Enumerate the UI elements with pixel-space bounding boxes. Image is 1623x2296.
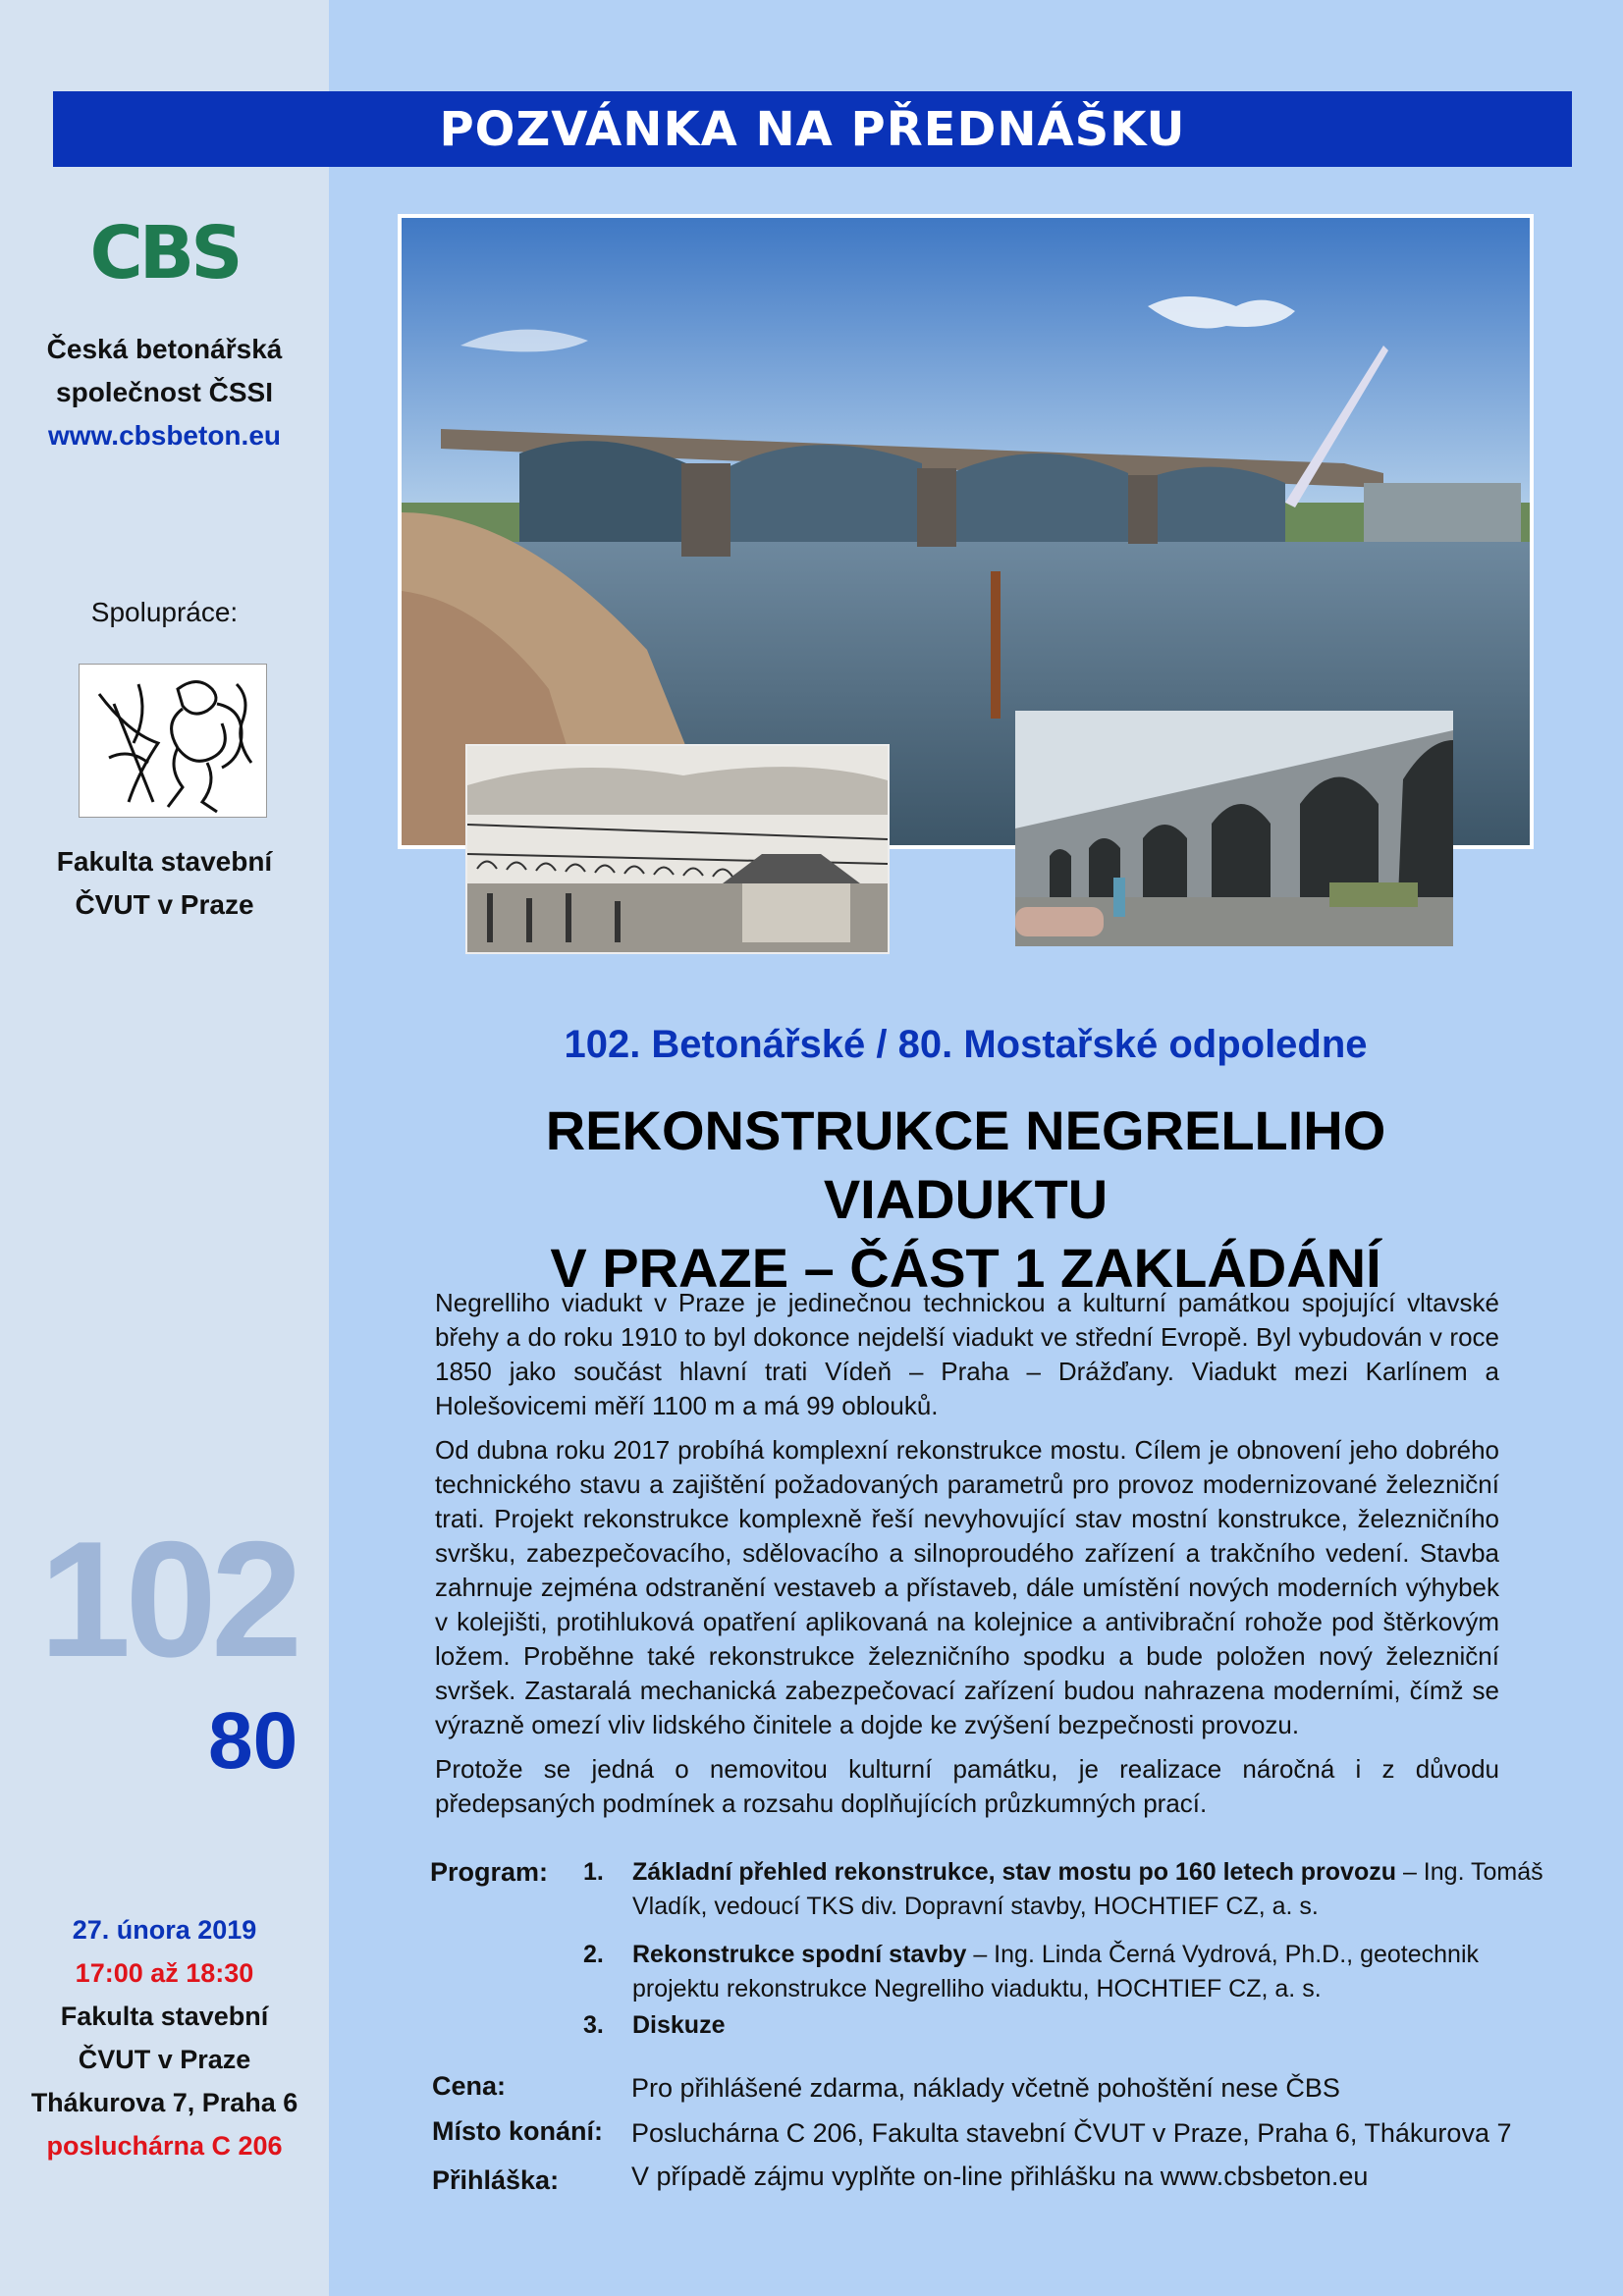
program-item-title: Rekonstrukce spodní stavby <box>632 1941 967 1968</box>
lion-emblem-icon <box>80 665 266 817</box>
viaduct-rendering <box>1015 711 1453 946</box>
venue-room: posluchárna C 206 <box>46 2131 283 2161</box>
signup-label: Přihláška: <box>432 2165 560 2195</box>
event-subtitle: 102. Betonářské / 80. Mostařské odpoledne <box>564 1023 1368 1066</box>
event-date-block <box>0 1908 329 2167</box>
organization-info <box>0 328 329 457</box>
engraving-drawing <box>467 746 888 952</box>
description <box>435 1286 1499 1831</box>
place-label: Místo konání: <box>432 2116 603 2146</box>
partner-line2: ČVUT v Praze <box>75 889 254 920</box>
page-title: POZVÁNKA NA PŘEDNÁŠKU <box>439 101 1186 157</box>
program-item-title: Základní přehled rekonstrukce, stav mostu po 160 letech provozu <box>632 1858 1397 1886</box>
program-item-number: 1. <box>583 1858 604 1886</box>
program-item-title: Diskuze <box>632 2011 726 2039</box>
org-name-line1: Česká betonářská <box>46 334 283 364</box>
event-number-102: 102 <box>39 1507 298 1691</box>
program-item-speaker: – Ing. Linda Černá Vydrová, Ph.D., geotechnik projektu rekonstrukce Negrelliho viaduktu, HOCHTIEF CZ, a. s. <box>632 1941 1479 2002</box>
org-name-line2: společnost ČSSI <box>56 377 273 407</box>
program-item <box>583 2008 1555 2043</box>
rendering-drawing <box>1015 711 1453 946</box>
lecture-title-line1: REKONSTRUKCE NEGRELLIHO VIADUKTU <box>545 1099 1386 1230</box>
cbs-logo <box>0 211 329 295</box>
cvut-lion-logo <box>79 664 267 818</box>
program-item <box>583 1855 1555 1924</box>
program-item-speaker: – Ing. Tomáš Vladík, vedoucí TKS div. Dopravní stavby, HOCHTIEF CZ, a. s. <box>632 1858 1543 1920</box>
event-number-80: 80 <box>208 1696 298 1786</box>
org-website-link[interactable]: www.cbsbeton.eu <box>48 420 281 451</box>
description-paragraph: Od dubna roku 2017 probíhá komplexní rekonstrukce mostu. Cílem je obnovení jeho dobrého technického stavu a zajištění požadovaných parametrů pro provoz modernizované železniční trati. Projekt rekonstrukce komplexně řeší nevyhovující stav mostní konstrukce, železničního svršku, zabezpečovacího, sdělovacího a silnoproudého zařízení a trakčního vedení. Stavba zahrnuje zejména odstranění vestaveb a přístaveb, dále umístění nových moderních výhybek v kolejišti, protihluková opatření aplikovaná na kolejnice a antivibrační rohože pod štěrkovým ložem. Proběhne také rekonstrukce železničního spodku a bude položen nový železniční svršek. Zastaralá mechanická zabezpečovací zařízení budou nahrazena moderními, čímž se výrazně omezí vliv lidského činitele a dojde ke zvýšení bezpečnosti provozu. <box>435 1435 1499 1739</box>
event-time: 17:00 až 18:30 <box>75 1958 254 1988</box>
program-item-text <box>632 1855 1555 1924</box>
venue-line3: Thákurova 7, Praha 6 <box>30 2088 298 2117</box>
description-paragraph: Negrelliho viadukt v Praze je jedinečnou technickou a kulturní památkou spojující vltavské břehy a do roku 1910 to byl dokonce nejdelší viadukt ve střední Evropě. Byl vybudován v roce 1850 jako součást hlavní trati Vídeň – Praha – Drážďany. Viadukt mezi Karlínem a Holešovicemi měří 1100 m a má 99 oblouků. <box>435 1288 1499 1420</box>
program-item-text <box>632 2008 1555 2043</box>
venue-line1: Fakulta stavební <box>60 2002 269 2031</box>
price-label: Cena: <box>432 2071 507 2101</box>
program-item-text <box>632 1938 1555 2006</box>
program-label: Program: <box>430 1857 549 1887</box>
logo-text: CBS <box>89 211 240 295</box>
program-item <box>583 1938 1555 2006</box>
partner-line1: Fakulta stavební <box>56 846 273 877</box>
description-paragraph: Protože se jedná o nemovitou kulturní památku, je realizace náročná i z důvodu předepsaných podmínek a rozsahu doplňujících průzkumných prací. <box>435 1754 1499 1818</box>
lecture-title <box>398 1096 1534 1303</box>
price-value: Pro přihlášené zdarma, náklady včetně pohoštění nese ČBS <box>631 2073 1340 2103</box>
program-item-number: 3. <box>583 2011 604 2039</box>
venue-line2: ČVUT v Praze <box>78 2045 251 2074</box>
place-value: Posluchárna C 206, Fakulta stavební ČVUT v Praze, Praha 6, Thákurova 7 <box>631 2118 1512 2148</box>
signup-value: V případě zájmu vyplňte on-line přihlášku na www.cbsbeton.eu <box>631 2162 1369 2191</box>
historic-viaduct-engraving <box>465 744 890 954</box>
event-date: 27. února 2019 <box>72 1915 257 1945</box>
program-item-number: 2. <box>583 1941 604 1968</box>
cooperation-label: Spolupráce: <box>90 597 239 627</box>
lecture-title-line2: V PRAZE – ČÁST 1 ZAKLÁDÁNÍ <box>550 1237 1381 1299</box>
partner-info <box>0 840 329 927</box>
header-banner <box>53 91 1572 167</box>
